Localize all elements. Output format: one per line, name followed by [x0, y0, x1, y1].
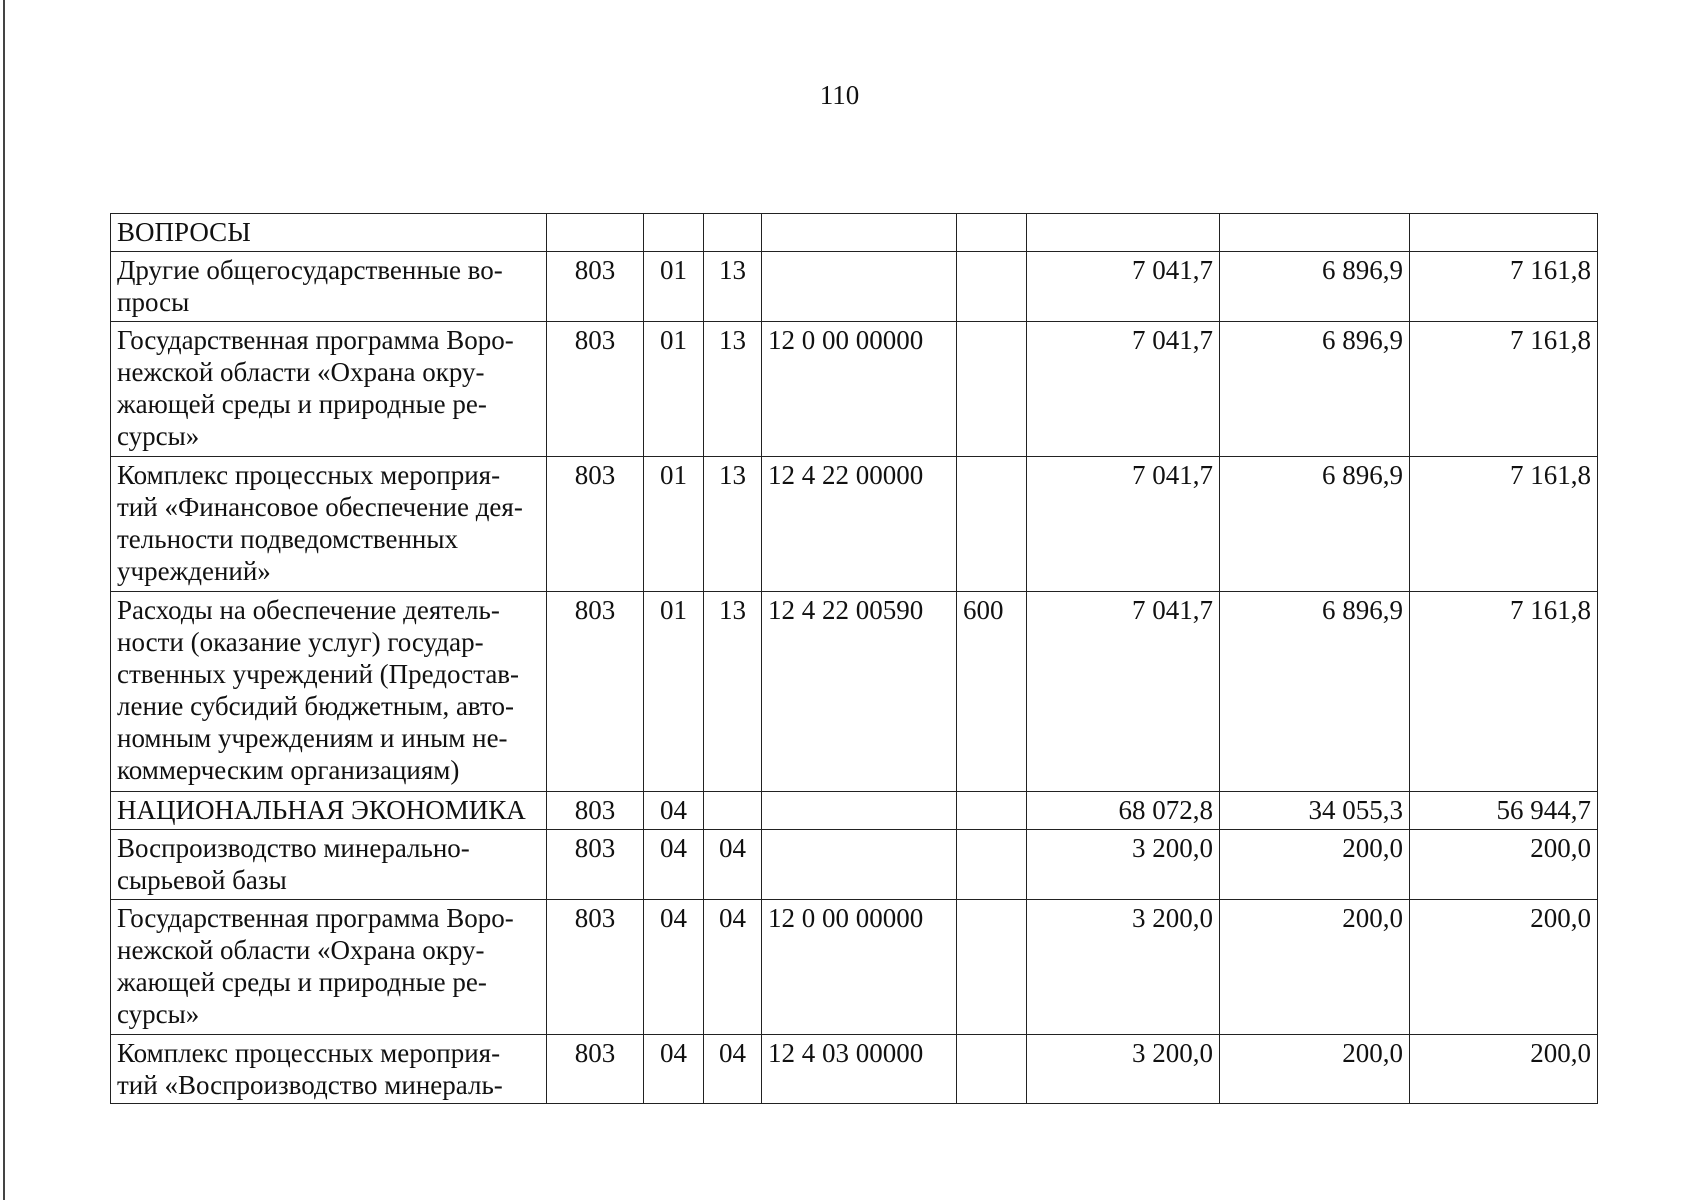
name-line: нежской области «Охрана окру-: [117, 357, 485, 387]
grbs-cell: 803: [547, 1035, 644, 1104]
name-line: номным учреждениям и иным не-: [117, 723, 508, 753]
grbs-cell: 803: [547, 792, 644, 830]
name-line: Расходы на обеспечение деятель-: [117, 595, 500, 625]
year1-amount: 7 041,7: [1027, 592, 1220, 792]
vr-cell: [957, 457, 1027, 592]
vr-cell: [957, 792, 1027, 830]
name-line: жающей среды и природные ре-: [117, 967, 487, 997]
year3-amount: 7 161,8: [1410, 457, 1598, 592]
name-line: ственных учреждений (Предостав-: [117, 659, 520, 689]
year2-amount: 200,0: [1220, 1035, 1410, 1104]
year3-amount: [1410, 214, 1598, 252]
pr-cell: 13: [704, 592, 762, 792]
rz-cell: [644, 214, 704, 252]
name-line: Комплекс процессных мероприя-: [117, 460, 501, 490]
name-line: сырьевой базы: [117, 865, 287, 895]
table-row: [111, 252, 1598, 322]
cs-cell: 12 0 00 00000: [762, 900, 957, 1035]
pr-cell: 13: [704, 322, 762, 457]
rz-cell: 04: [644, 900, 704, 1035]
vr-cell: [957, 1035, 1027, 1104]
rz-cell: 01: [644, 252, 704, 322]
year3-amount: 200,0: [1410, 830, 1598, 900]
grbs-cell: 803: [547, 252, 644, 322]
vr-cell: [957, 252, 1027, 322]
pr-cell: [704, 792, 762, 830]
name-line: Воспроизводство минерально-: [117, 833, 470, 863]
cs-cell: 12 0 00 00000: [762, 322, 957, 457]
row-name: [111, 900, 547, 1035]
year3-amount: 7 161,8: [1410, 252, 1598, 322]
row-name: ВОПРОСЫ: [111, 214, 547, 252]
year1-amount: [1027, 214, 1220, 252]
page-number-container: [0, 80, 1691, 111]
year1-amount: 7 041,7: [1027, 322, 1220, 457]
budget-table: [110, 213, 1598, 1104]
pr-cell: [704, 214, 762, 252]
pr-cell: 04: [704, 1035, 762, 1104]
rz-cell: 01: [644, 322, 704, 457]
year3-amount: 200,0: [1410, 900, 1598, 1035]
row-name: [111, 252, 547, 322]
pr-cell: 13: [704, 252, 762, 322]
table-row: [111, 214, 1598, 252]
year2-amount: 200,0: [1220, 900, 1410, 1035]
name-line: коммерческим организациям): [117, 755, 460, 785]
rz-cell: 04: [644, 830, 704, 900]
year1-amount: 7 041,7: [1027, 252, 1220, 322]
name-line: ление субсидий бюджетным, авто-: [117, 691, 514, 721]
year2-amount: 6 896,9: [1220, 322, 1410, 457]
pr-cell: 04: [704, 830, 762, 900]
year2-amount: [1220, 214, 1410, 252]
cs-cell: 12 4 22 00590: [762, 592, 957, 792]
vr-cell: [957, 214, 1027, 252]
year1-amount: 3 200,0: [1027, 900, 1220, 1035]
grbs-cell: 803: [547, 457, 644, 592]
table-row: [111, 792, 1598, 830]
grbs-cell: 803: [547, 830, 644, 900]
cs-cell: [762, 792, 957, 830]
name-line: сурсы»: [117, 421, 200, 451]
year3-amount: 7 161,8: [1410, 322, 1598, 457]
cs-cell: [762, 214, 957, 252]
row-name: [111, 322, 547, 457]
grbs-cell: 803: [547, 322, 644, 457]
row-name: [111, 1035, 547, 1104]
name-line: тельности подведомственных: [117, 524, 459, 554]
row-name: НАЦИОНАЛЬНАЯ ЭКОНОМИКА: [111, 792, 547, 830]
name-line: учреждений»: [117, 556, 271, 586]
pr-cell: 13: [704, 457, 762, 592]
name-line: просы: [117, 287, 190, 317]
rz-cell: 04: [644, 1035, 704, 1104]
name-line: Комплекс процессных мероприя-: [117, 1038, 501, 1068]
year1-amount: 68 072,8: [1027, 792, 1220, 830]
grbs-cell: 803: [547, 900, 644, 1035]
vr-cell: [957, 900, 1027, 1035]
name-line: тий «Воспроизводство минераль-: [117, 1070, 503, 1100]
name-line: Другие общегосударственные во-: [117, 255, 503, 285]
grbs-cell: [547, 214, 644, 252]
rz-cell: 01: [644, 457, 704, 592]
vr-cell: 600: [957, 592, 1027, 792]
name-line: Государственная программа Воро-: [117, 903, 514, 933]
table-row: [111, 900, 1598, 1035]
cs-cell: 12 4 22 00000: [762, 457, 957, 592]
table-row: [111, 457, 1598, 592]
year1-amount: 3 200,0: [1027, 830, 1220, 900]
page-number: 110: [819, 80, 860, 110]
year3-amount: 7 161,8: [1410, 592, 1598, 792]
name-line: ности (оказание услуг) государ-: [117, 627, 484, 657]
table-row: [111, 830, 1598, 900]
row-name: [111, 830, 547, 900]
table-row: [111, 1035, 1598, 1104]
pr-cell: 04: [704, 900, 762, 1035]
name-line: тий «Финансовое обеспечение дея-: [117, 492, 523, 522]
row-name: [111, 457, 547, 592]
table-row: [111, 322, 1598, 457]
year2-amount: 200,0: [1220, 830, 1410, 900]
rz-cell: 01: [644, 592, 704, 792]
vr-cell: [957, 322, 1027, 457]
cs-cell: [762, 830, 957, 900]
year2-amount: 6 896,9: [1220, 457, 1410, 592]
name-line: жающей среды и природные ре-: [117, 389, 487, 419]
scan-edge-line: [3, 0, 5, 1200]
year2-amount: 6 896,9: [1220, 592, 1410, 792]
year2-amount: 6 896,9: [1220, 252, 1410, 322]
table-row: [111, 592, 1598, 792]
row-name: [111, 592, 547, 792]
cs-cell: [762, 252, 957, 322]
year1-amount: 7 041,7: [1027, 457, 1220, 592]
name-line: сурсы»: [117, 999, 200, 1029]
vr-cell: [957, 830, 1027, 900]
name-line: Государственная программа Воро-: [117, 325, 514, 355]
year3-amount: 200,0: [1410, 1035, 1598, 1104]
grbs-cell: 803: [547, 592, 644, 792]
name-line: нежской области «Охрана окру-: [117, 935, 485, 965]
year3-amount: 56 944,7: [1410, 792, 1598, 830]
cs-cell: 12 4 03 00000: [762, 1035, 957, 1104]
year2-amount: 34 055,3: [1220, 792, 1410, 830]
year1-amount: 3 200,0: [1027, 1035, 1220, 1104]
rz-cell: 04: [644, 792, 704, 830]
